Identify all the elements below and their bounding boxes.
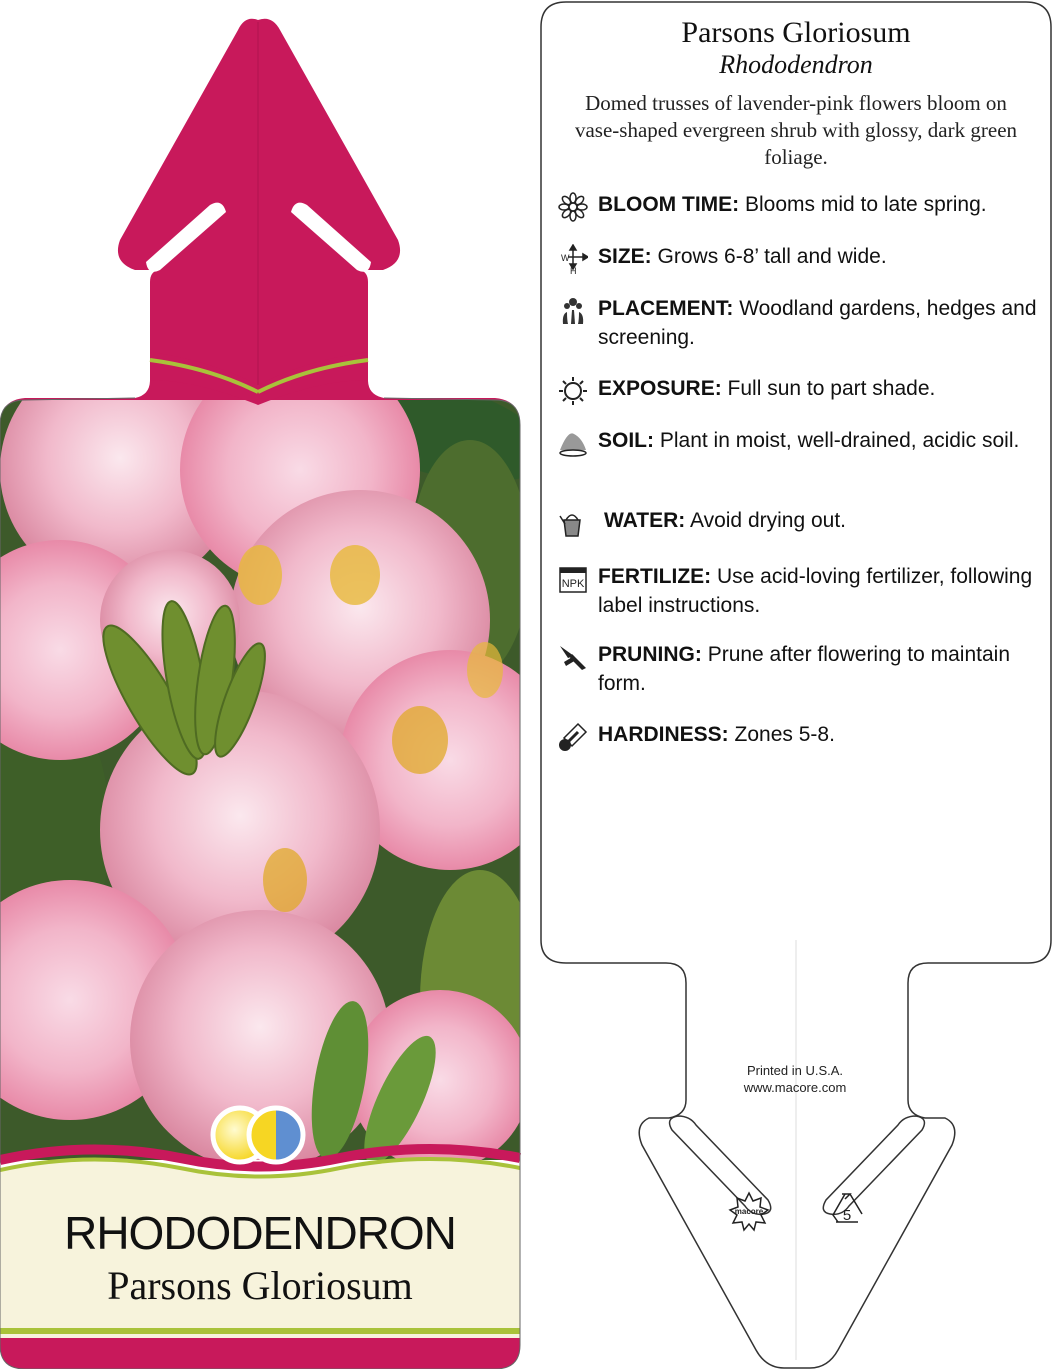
care-text-placement: PLACEMENT: Woodland gardens, hedges and screening. xyxy=(598,297,1037,349)
pruners-icon xyxy=(558,642,588,672)
front-cultivar-name: Parsons Gloriosum xyxy=(107,1263,413,1308)
recycle-number: 5 xyxy=(842,1207,852,1224)
front-common-name: RHODODENDRON xyxy=(64,1207,456,1259)
size-arrows-icon xyxy=(558,244,588,274)
care-text-hardiness: HARDINESS: Zones 5-8. xyxy=(598,723,835,746)
npk-label: NPK xyxy=(561,578,585,590)
care-text-water: WATER: Avoid drying out. xyxy=(604,509,846,532)
printer-website: www.macore.com xyxy=(743,1080,847,1095)
care-text-pruning: PRUNING: Prune after flowering to maintain form. xyxy=(598,643,1011,695)
printed-credit xyxy=(700,1062,890,1096)
plants-icon xyxy=(558,296,588,326)
back-description: Domed trusses of lavender-pink flowers bloom on vase-shaped evergreen shrub with glossy, dark green foliage. xyxy=(574,91,1018,169)
thermometer-icon xyxy=(558,722,588,752)
back-plant-name: Parsons Gloriosum xyxy=(681,16,911,49)
soil-pile-icon xyxy=(558,428,588,458)
watering-can-icon xyxy=(558,508,588,538)
size-h-letter: H xyxy=(570,266,577,274)
svg-text:macore: macore xyxy=(734,1207,764,1216)
care-text-exposure: EXPOSURE: Full sun to part shade. xyxy=(598,377,936,400)
care-text-bloom-time: BLOOM TIME: Blooms mid to late spring. xyxy=(598,193,987,216)
size-w-letter: W xyxy=(561,253,570,263)
care-text-fertilize: FERTILIZE: Use acid-loving fertilizer, following label instructions. xyxy=(598,565,1033,617)
back-botanical-name: Rhododendron xyxy=(719,50,873,79)
care-text-size: SIZE: Grows 6-8’ tall and wide. xyxy=(598,245,887,268)
sun-icon xyxy=(558,376,588,406)
care-text-soil: SOIL: Plant in moist, well-drained, acidic soil. xyxy=(598,429,1020,452)
npk-bag-icon xyxy=(558,564,588,594)
printed-country: Printed in U.S.A. xyxy=(746,1063,844,1078)
flower-icon xyxy=(558,192,588,222)
